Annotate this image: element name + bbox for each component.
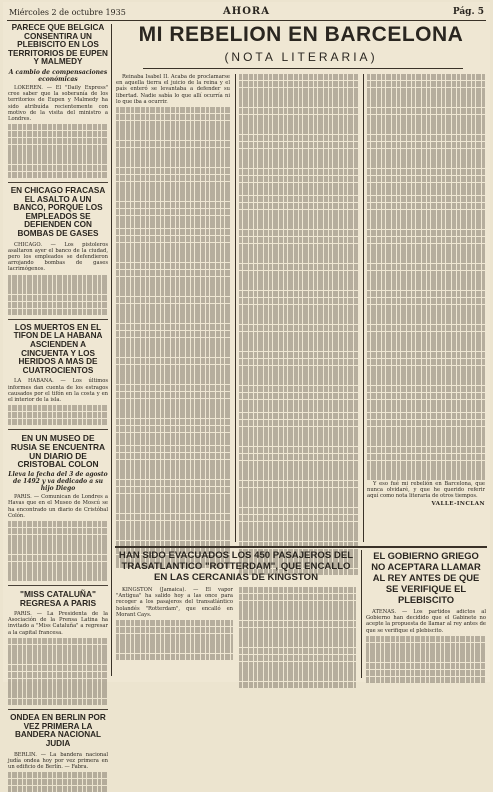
headline-rotterdam: HAN SIDO EVACUADOS LOS 450 PASAJEROS DEL TRASATLANTICO "ROTTERDAM", QUE ENCALLO EN LAS CERCANIAS DE KINGSTON [118, 550, 354, 583]
main-subhead: (NOTA LITERARIA) [224, 50, 378, 64]
issue-date: Miércoles 2 de octubre 1935 [9, 8, 126, 17]
article-lead: BERLIN. — La bandera nacional judía ondea hoy por vez primera en un edificio de Berlín. — Fabra. [8, 751, 108, 770]
masthead: AHORA [223, 6, 270, 17]
article-colon [8, 494, 108, 581]
headline-berlin: ONDEA EN BERLIN POR VEZ PRIMERA LA BANDERA NACIONAL JUDIA [10, 713, 106, 748]
headline-greece: EL GOBIERNO GRIEGO NO ACEPTARA LLAMAR AL REY ANTES DE QUE SE VERIFIQUE EL PLEBISCITO [371, 550, 481, 605]
main-article-closing: Y eso fué mi rebelión en Barcelona, que nunca olvidaré, y que he querido referir aquí como nota literaria de otros tiempos. [367, 480, 485, 500]
rotterdam-story [116, 550, 356, 678]
author-signature: VALLE-INCLAN [431, 501, 485, 508]
article-berlin [8, 752, 108, 792]
subhead-colon: Lleva la fecha del 3 de agosto de 1492 y va dedicado a su hijo Diego [8, 471, 108, 493]
newspaper-page [3, 2, 490, 770]
article-lead: LA HABANA. — Los últimos informes dan cuenta de los estragos causados por el tifón en la costa y en el interior de la isla. [8, 378, 108, 403]
headline-habana: LOS MUERTOS EN EL TIFON DE LA HABANA ASCIENDEN A CINCUENTA Y LOS HERIDOS A MAS DE CUATROCIENTOS [13, 322, 103, 375]
main-article-column-3 [367, 74, 485, 544]
page-header [7, 6, 486, 21]
headline-belgica: PARECE QUE BELGICA CONSENTIRA UN PLEBISCITO EN LOS TERRITORIOS DE EUPEN Y MALMEDY [8, 23, 108, 67]
article-lead: ATENAS. — Los partidos adictos al Gobierno han decidido que el Gabinete no acepte la propuesta de llamar al rey antes de que se verifique el plebiscito. [366, 609, 486, 634]
main-headline: MI REBELION EN BARCELONA [138, 23, 464, 46]
main-article-opening: Reinaba Isabel II. Acaba de proclamarse en aquella tierra el juicio de la reina y el país enteró se levantaba a defender su libertad. Nadie sabía lo que allí ocurría ni lo que iba a ocurrir. [116, 74, 230, 105]
article-lead: PARIS. — Comunican de Londres a Havas que en el Museo de Moscú se ha encontrado un diario de Cristóbal Colón. [8, 494, 108, 519]
greece-story [366, 550, 486, 678]
subhead-belgica: A cambio de compensaciones económicas [8, 69, 108, 84]
article-lead: CHICAGO. — Los pistoleros asaltaron ayer el banco de la ciudad, pero los empleados se defendieron arrojando bombas de gases lacrimógenos. [8, 241, 108, 273]
article-habana [8, 378, 108, 425]
article-lead: LOKEREN. — El "Daily Express" cree saber que la soberanía de los territorios de Eupen y Malmedy ha sido atribuída recientemente con motivo de la visita del ministro a Londres. [8, 85, 108, 123]
main-article-column-2 [239, 74, 359, 544]
page-number: Pág. 5 [452, 7, 484, 17]
article-chicago [8, 242, 108, 315]
main-article-column-1 [116, 74, 230, 544]
headline-chicago: EN CHICAGO FRACASA EL ASALTO A UN BANCO, PORQUE LOS EMPLEADOS SE DEFIENDEN CON BOMBAS DE GASES [10, 185, 106, 238]
headline-miss-cataluna: "MISS CATALUÑA" REGRESA A PARIS [19, 589, 97, 609]
headline-colon: EN UN MUSEO DE RUSIA SE ENCUENTRA UN DIARIO DE CRISTOBAL COLON [10, 432, 106, 470]
article-miss-cataluna [8, 611, 108, 705]
article-lead: PARIS. — La Presidenta de la Asociación de la Prensa Latina ha invitado a "Miss Cataluña" a regresar a la capital francesa. [8, 611, 108, 636]
article-lead: KINGSTON (Jamaica). — El vapor "Antigua" ha salido hoy a las once para recoger a los pasajeros del transatlántico holandés "Rotterdam", que encalló en Morant Cays. [116, 587, 233, 618]
left-news-column [8, 23, 108, 770]
article-belgica [8, 85, 108, 178]
